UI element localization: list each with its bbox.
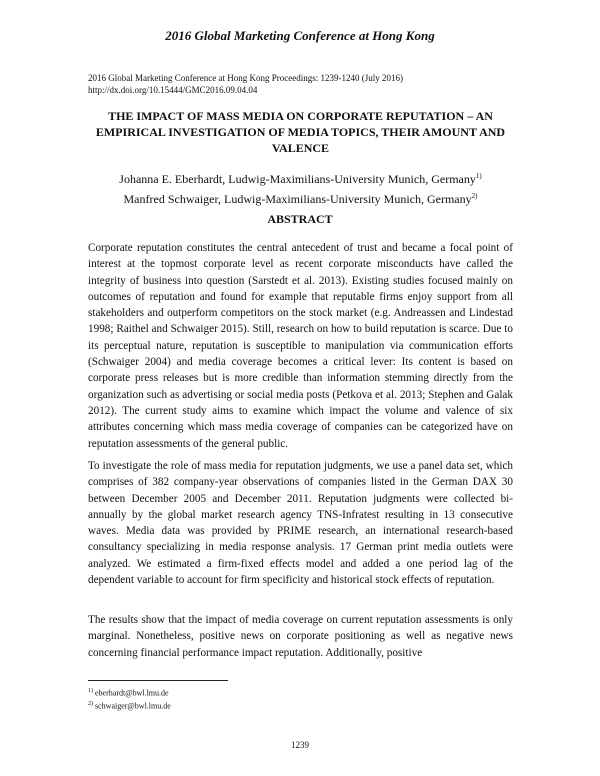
- footnotes: [88, 686, 388, 711]
- footnote-email[interactable]: schwaiger@bwl.lmu.de: [95, 701, 171, 711]
- abstract-paragraph: To investigate the role of mass media for reputation judgments, we use a panel data set, which comprises of 382 company-year observations of companies listed in the German DAX 30 between December 2005 and December 2011. Reputation judgments were collected bi-annually by the global market research agency TNS-Infratest resulting in 13 consecutive waves. Media data was provided by PRIME research, an international research-based consultancy specializing in media response analysis. 17 German print media outlets were analyzed. We estimated a firm-fixed effects model and added a one period lag of the dependent variable to account for firm specificity and historical stock effects of reputation.: [88, 460, 513, 587]
- footnote-divider: [88, 680, 228, 681]
- paper-title: THE IMPACT OF MASS MEDIA ON CORPORATE REPUTATION – AN EMPIRICAL INVESTIGATION OF MEDIA TOPICS, THEIR AMOUNT AND VALENCE: [95, 109, 506, 155]
- abstract-paragraph: The results show that the impact of media coverage on current reputation assessments is only marginal. Nonetheless, positive news on corporate positioning as well as negative news concerning financial performance impact reputation. Additionally, positive: [88, 614, 513, 659]
- footnote-mark: 2): [88, 700, 93, 707]
- footnote-mark: 1): [88, 688, 93, 694]
- author-name: Johanna E. Eberhardt, Ludwig-Maximilians-University Munich, Germany: [119, 172, 476, 186]
- author-list: [88, 168, 513, 208]
- page-number: 1239: [291, 740, 309, 750]
- proceedings-citation: 2016 Global Marketing Conference at Hong Kong Proceedings: 1239-1240 (July 2016): [88, 73, 403, 83]
- author-footnote-mark: 1): [475, 172, 482, 180]
- footnote: [88, 686, 388, 699]
- author-footnote-mark: 2): [471, 192, 478, 200]
- author-name: Manfred Schwaiger, Ludwig-Maximilians-University Munich, Germany: [123, 192, 472, 206]
- author-line: [88, 188, 513, 208]
- abstract-heading: ABSTRACT: [267, 212, 333, 226]
- running-head: 2016 Global Marketing Conference at Hong Kong: [165, 28, 435, 43]
- footnote-email[interactable]: eberhardt@bwl.lmu.de: [95, 688, 169, 698]
- doi-link[interactable]: http://dx.doi.org/10.15444/GMC2016.09.04.04: [88, 85, 258, 95]
- author-line: [88, 168, 513, 188]
- footnote: [88, 699, 388, 712]
- proceedings-info: [88, 72, 518, 96]
- abstract-paragraph: Corporate reputation constitutes the central antecedent of trust and became a focal point of interest at the topmost corporate level as recent corporate misconducts have called the integrity of business into question (Sarstedt et al. 2013). Existing studies focused mainly on outcomes of reputation and found for example that reputable firms enjoy support from all stakeholders and outperform competitors on the stock market (e.g. Andreassen and Lindestad 1998; Raithel and Schwaiger 2015). Still, research on how to build reputation is scarce. Due to its perceptual nature, reputation is susceptible to manipulation via communication efforts (Schwaiger 2004) and media coverage becomes a critical lever: Its content is based on corporate press releases but is more credible than information stemming directly from the organization such as advertising or social media posts (Petkova et al. 2013; Stephen and Galak 2012). The current study aims to examine which impact the volume and valence of six attributes concerning which mass media coverage of companies can be categorized have on reputation assessments of the general public.: [88, 242, 513, 450]
